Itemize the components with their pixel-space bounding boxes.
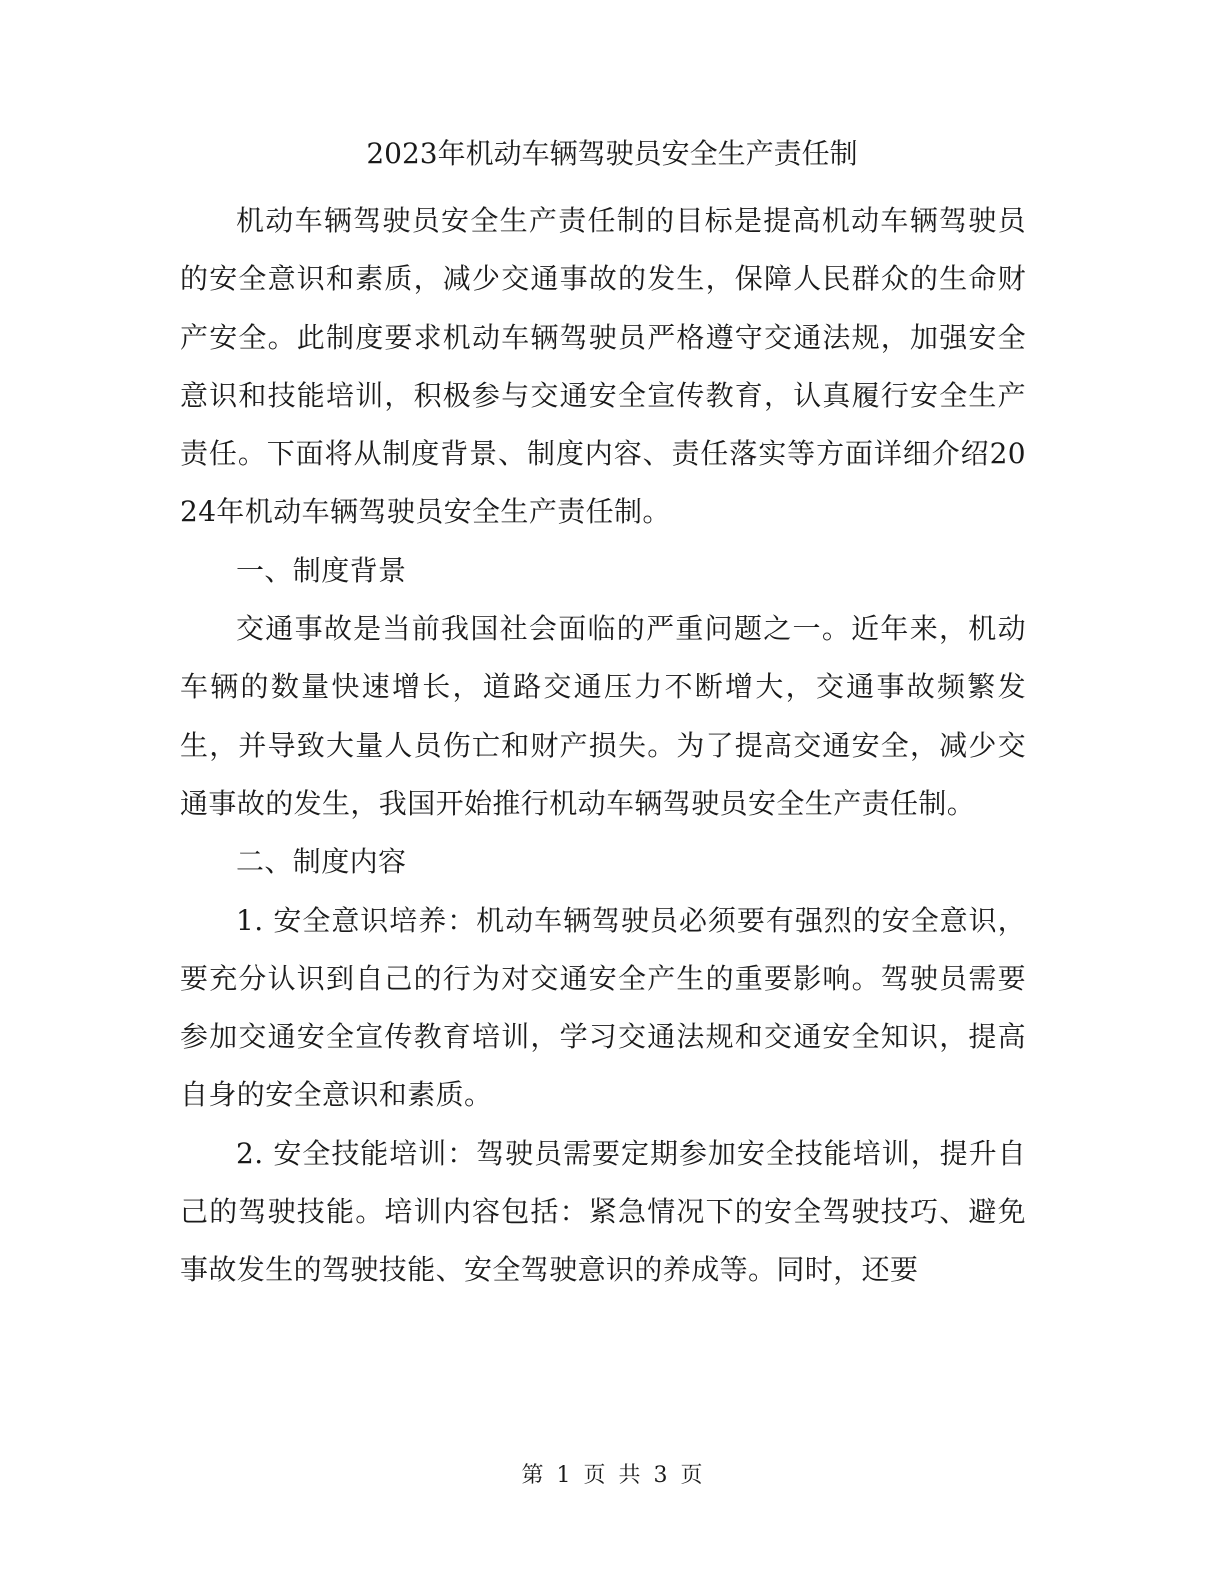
section-heading-background: 一、制度背景 <box>236 553 407 587</box>
document-body <box>180 192 1026 1300</box>
content-item-1: 1. 安全意识培养：机动车辆驾驶员必须要有强烈的安全意识，要充分认识到自己的行为对交通安全产生的重要影响。驾驶员需要参加交通安全宣传教育培训，学习交通法规和交通安全知识，提高自身的安全意识和素质。 <box>180 903 1026 1112</box>
page-footer: 第 1 页 共 3 页 <box>521 1463 703 1488</box>
content-item-2: 2. 安全技能培训：驾驶员需要定期参加安全技能培训，提升自己的驾驶技能。培训内容包括：紧急情况下的安全驾驶技巧、避免事故发生的驾驶技能、安全驾驶意识的养成等。同时，还要 <box>180 1136 1026 1287</box>
section-heading-content: 二、制度内容 <box>236 845 407 879</box>
document-title: 2023年机动车辆驾驶员安全生产责任制 <box>366 137 858 170</box>
background-paragraph: 交通事故是当前我国社会面临的严重问题之一。近年来，机动车辆的数量快速增长，道路交通压力不断增大，交通事故频繁发生，并导致大量人员伤亡和财产损失。为了提高交通安全，减少交通事故的发生，我国开始推行机动车辆驾驶员安全生产责任制。 <box>180 612 1026 820</box>
intro-paragraph: 机动车辆驾驶员安全生产责任制的目标是提高机动车辆驾驶员的安全意识和素质，减少交通事故的发生，保障人民群众的生命财产安全。此制度要求机动车辆驾驶员严格遵守交通法规，加强安全意识和技能培训，积极参与交通安全宣传教育，认真履行安全生产责任。下面将从制度背景、制度内容、责任落实等方面详细介绍2024年机动车辆驾驶员安全生产责任制。 <box>180 204 1026 529</box>
